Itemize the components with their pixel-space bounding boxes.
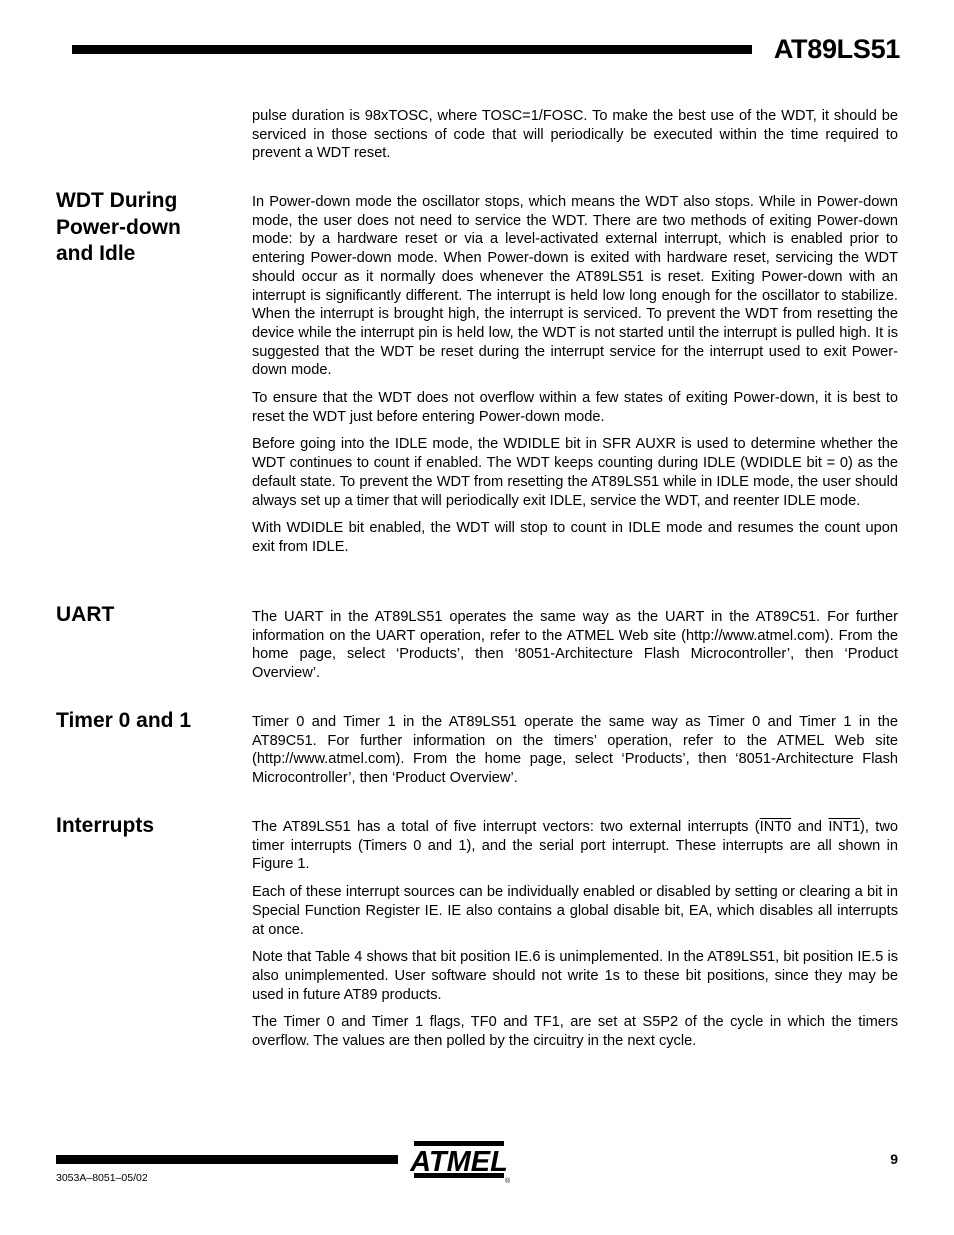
heading-line: WDT During [56, 189, 178, 212]
section-heading-uart: UART [56, 603, 115, 626]
text-run: and [791, 819, 829, 835]
paragraph: In Power-down mode the oscillator stops, which means the WDT also stops. While in Power-down mode, the user does not need to service the WDT. There are two methods of exiting Power-down mode: by a hardware reset or via a level-activated external interrupt, which is enabled prior to entering Power-down mode. When Power-down is exited with hardware reset, servicing the WDT should occur as it normally does whenever the AT89LS51 is reset. Exiting Power-down with an interrupt is significantly different. The interrupt is held low long enough for the oscillator to stabilize. When the interrupt is brought high, the interrupt is serviced. To prevent the WDT from resetting the device while the interrupt pin is held low, the WDT is not started until the interrupt is pulled high. It is suggested that the WDT be reset during the interrupt service for the interrupt used to exit Power-down mode. [252, 194, 898, 379]
paragraph: With WDIDLE bit enabled, the WDT will stop to count in IDLE mode and resumes the count upon exit from IDLE. [252, 520, 898, 555]
paragraph: To ensure that the WDT does not overflow within a few states of exiting Power-down, it is best to reset the WDT just before entering Power-down mode. [252, 390, 898, 425]
paragraph: Each of these interrupt sources can be individually enabled or disabled by setting or clearing a bit in Special Function Register IE. IE also contains a global disable bit, EA, which disables all interrupts at once. [252, 884, 898, 938]
intro-paragraph: pulse duration is 98xTOSC, where TOSC=1/FOSC. To make the best use of the WDT, it should be serviced in those sections of code that will periodically be executed within the time required to prevent a WDT reset. [252, 108, 898, 162]
document-code: 3053A–8051–05/02 [56, 1172, 148, 1184]
paragraph: The Timer 0 and Timer 1 flags, TF0 and TF1, are set at S5P2 of the cycle in which the timers overflow. The values are then polled by the circuitry in the next cycle. [252, 1014, 898, 1050]
intro-block [252, 107, 898, 172]
signal-int0: INT0 [759, 819, 792, 835]
text-run: The AT89LS51 has a total of five interrupt vectors: two external interrupts ( [252, 819, 760, 835]
heading-line: Power-down [56, 215, 181, 239]
document-title: AT89LS51 [773, 34, 900, 64]
atmel-logo-graphic [410, 1137, 512, 1185]
section-body-wdt [252, 193, 898, 566]
header-rule [72, 45, 752, 54]
section-body-interrupts [252, 818, 898, 1060]
footer-rule [56, 1155, 398, 1164]
section-body-uart [252, 608, 898, 692]
paragraph: The UART in the AT89LS51 operates the same way as the UART in the AT89C51. For further information on the UART operation, refer to the ATMEL Web site (http://www.atmel.com). From the home page, select ‘Products’, then ‘8051-Architecture Flash Microcontroller’, then ‘Product Overview’. [252, 609, 898, 682]
section-heading-timer: Timer 0 and 1 [56, 709, 192, 732]
heading-line: and Idle [56, 242, 136, 265]
text-run: ), two timer interrupts (Timers 0 and 1), and the serial port interrupt. These interrupts are all shown in Figure 1. [252, 819, 898, 873]
paragraph: Timer 0 and Timer 1 in the AT89LS51 operate the same way as Timer 0 and Timer 1 in the AT89C51. For further information on the timers’ operation, refer to the ATMEL Web site (http://www.atmel.com). From the home page, select ‘Products’, then ‘8051-Architecture Flash Microcontroller’, then ‘Product Overview’. [252, 714, 898, 787]
atmel-logo [410, 1137, 512, 1185]
registered-mark: ® [505, 1178, 511, 1185]
paragraph: Note that Table 4 shows that bit position IE.6 is unimplemented. In the AT89LS51, bit position IE.5 is also unimplemented. User software should not write 1s to these bit positions, since they may be used in future AT89 products. [252, 949, 898, 1003]
page-number: 9 [890, 1151, 898, 1167]
signal-int1: INT1 [828, 819, 860, 835]
section-body-timer [252, 713, 898, 797]
section-heading-wdt [56, 188, 241, 268]
paragraph: Before going into the IDLE mode, the WDIDLE bit in SFR AUXR is used to determine whether the WDT continues to count if enabled. The WDT keeps counting during IDLE (WDIDLE bit = 0) as the default state. To prevent the WDT from resetting the AT89LS51 while in IDLE mode, the user should always set up a timer that will periodically exit IDLE, service the WDT, and reenter IDLE mode. [252, 436, 898, 509]
paragraph [252, 818, 898, 874]
section-heading-interrupts: Interrupts [56, 814, 155, 837]
logo-wordmark: ATMEL [410, 1146, 508, 1178]
